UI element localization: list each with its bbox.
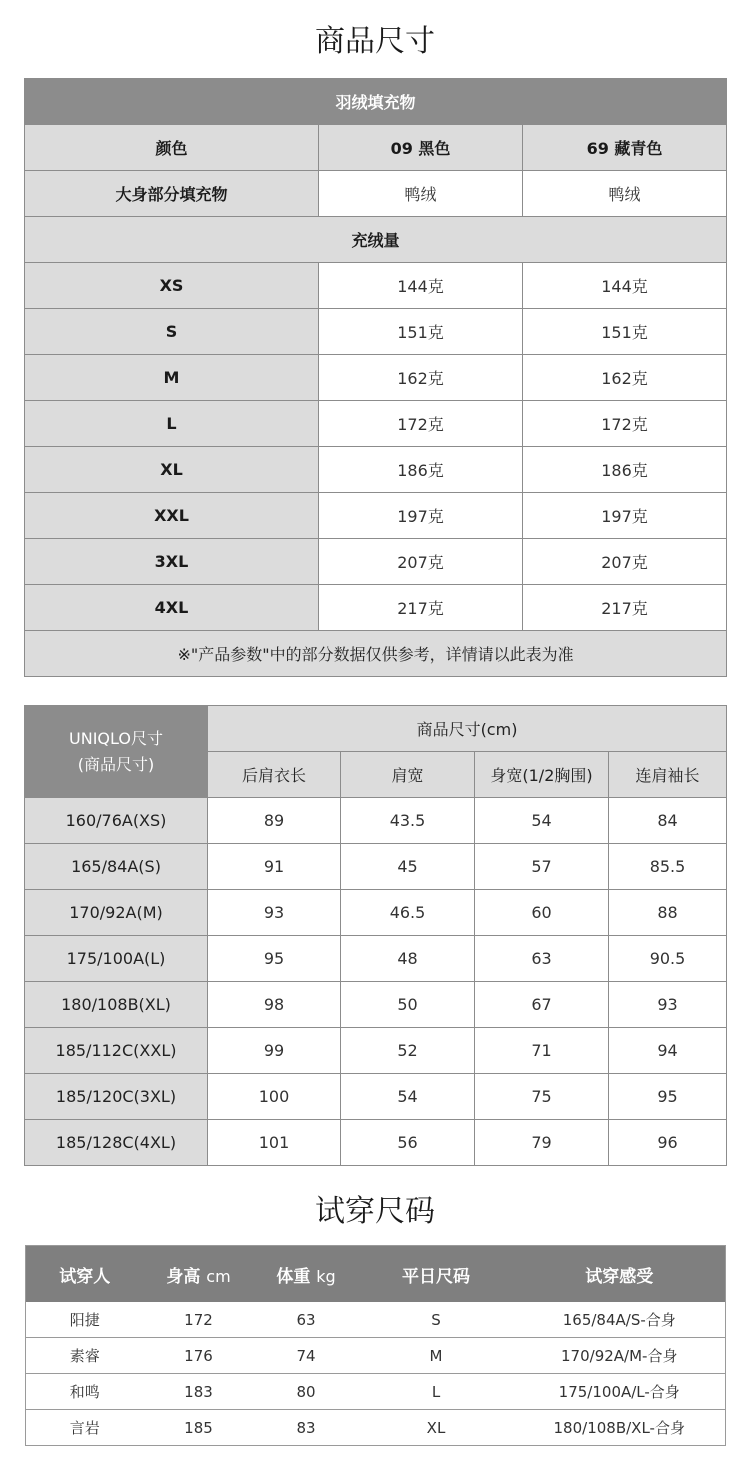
- fill-amount: 197克: [523, 493, 727, 539]
- table-row: [25, 493, 727, 539]
- table-cell: 90.5: [609, 936, 727, 982]
- fill-amount: 186克: [523, 447, 727, 493]
- header-height-label: 身高: [166, 1266, 201, 1287]
- fill-amount: 217克: [523, 585, 727, 631]
- table-row: [25, 844, 727, 890]
- size-label: 185/120C(3XL): [25, 1074, 208, 1120]
- try-on-title: 试穿尺码: [315, 1194, 435, 1229]
- table-cell: 67: [475, 982, 609, 1028]
- table-row: [25, 890, 727, 936]
- size-label: 185/128C(4XL): [25, 1120, 208, 1166]
- size-label: XS: [25, 263, 319, 309]
- size-label: 185/112C(XXL): [25, 1028, 208, 1074]
- size-label: S: [25, 309, 319, 355]
- header-usual-size: 平日尺码: [359, 1246, 514, 1303]
- size-label: XL: [25, 447, 319, 493]
- table-row: [26, 1338, 726, 1374]
- table-cell: 71: [475, 1028, 609, 1074]
- table-cell: 101: [208, 1120, 341, 1166]
- uniqlo-size-header-line1: UNIQLO尺寸: [69, 728, 163, 748]
- table-cell: 43.5: [341, 798, 475, 844]
- table-cell: 56: [341, 1120, 475, 1166]
- fill-amount: 172克: [319, 401, 523, 447]
- fill-amount: 197克: [319, 493, 523, 539]
- header-weight: [254, 1246, 359, 1303]
- table-cell: 60: [475, 890, 609, 936]
- table-cell: 48: [341, 936, 475, 982]
- section-header-down-filling: 羽绒填充物: [25, 79, 727, 125]
- table-cell: 52: [341, 1028, 475, 1074]
- size-label: L: [25, 401, 319, 447]
- fill-amount: 172克: [523, 401, 727, 447]
- header-weight-unit: kg: [316, 1266, 336, 1286]
- table-row: [25, 263, 727, 309]
- size-label: 175/100A(L): [25, 936, 208, 982]
- table-cell: 98: [208, 982, 341, 1028]
- table-cell: 89: [208, 798, 341, 844]
- fill-amount: 151克: [523, 309, 727, 355]
- uniqlo-size-header: [25, 706, 208, 798]
- tester-weight: 83: [254, 1410, 359, 1446]
- fill-amount: 207克: [523, 539, 727, 585]
- tester-usual-size: M: [359, 1338, 514, 1374]
- table-cell: 96: [609, 1120, 727, 1166]
- tester-height: 176: [144, 1338, 254, 1374]
- size-label: XXL: [25, 493, 319, 539]
- table-cell: 85.5: [609, 844, 727, 890]
- table-row: [25, 1028, 727, 1074]
- col-back-length: 后肩衣长: [208, 752, 341, 798]
- tester-feeling: 175/100A/L-合身: [514, 1374, 726, 1410]
- table-row: [25, 447, 727, 493]
- size-label: M: [25, 355, 319, 401]
- table-cell: 94: [609, 1028, 727, 1074]
- tester-weight: 80: [254, 1374, 359, 1410]
- table-cell: 63: [475, 936, 609, 982]
- measure-header: 商品尺寸(cm): [208, 706, 727, 752]
- filler-value: 鸭绒: [319, 171, 523, 217]
- uniqlo-size-header-line2: (商品尺寸): [77, 754, 155, 774]
- tester-feeling: 170/92A/M-合身: [514, 1338, 726, 1374]
- table-row: [25, 798, 727, 844]
- fill-amount: 186克: [319, 447, 523, 493]
- table-row: [25, 539, 727, 585]
- table-row: [25, 1074, 727, 1120]
- tester-name: 素睿: [26, 1338, 144, 1374]
- table-cell: 54: [475, 798, 609, 844]
- page-title: 商品尺寸: [315, 24, 435, 59]
- fill-amount: 217克: [319, 585, 523, 631]
- table-cell: 57: [475, 844, 609, 890]
- table-cell: 95: [609, 1074, 727, 1120]
- table-row: [25, 401, 727, 447]
- table-cell: 91: [208, 844, 341, 890]
- table-cell: 93: [208, 890, 341, 936]
- tester-name: 和鸣: [26, 1374, 144, 1410]
- tester-name: 言岩: [26, 1410, 144, 1446]
- table-cell: 95: [208, 936, 341, 982]
- tester-height: 172: [144, 1302, 254, 1338]
- fill-amount: 144克: [523, 263, 727, 309]
- col-body-width: 身宽(1/2胸围): [475, 752, 609, 798]
- filler-value: 鸭绒: [523, 171, 727, 217]
- size-label: 4XL: [25, 585, 319, 631]
- header-height-unit: cm: [206, 1266, 231, 1286]
- tester-weight: 74: [254, 1338, 359, 1374]
- table-row: [25, 982, 727, 1028]
- size-label: 180/108B(XL): [25, 982, 208, 1028]
- color-label: 颜色: [25, 125, 319, 171]
- table-cell: 99: [208, 1028, 341, 1074]
- size-label: 165/84A(S): [25, 844, 208, 890]
- table-cell: 79: [475, 1120, 609, 1166]
- table-cell: 75: [475, 1074, 609, 1120]
- tester-usual-size: S: [359, 1302, 514, 1338]
- header-weight-label: 体重: [276, 1266, 311, 1287]
- table-cell: 88: [609, 890, 727, 936]
- table-row: [26, 1374, 726, 1410]
- table-row: [25, 309, 727, 355]
- table-cell: 50: [341, 982, 475, 1028]
- tester-usual-size: L: [359, 1374, 514, 1410]
- fill-amount: 207克: [319, 539, 523, 585]
- fill-amount-header: 充绒量: [25, 217, 727, 263]
- tester-weight: 63: [254, 1302, 359, 1338]
- try-on-table: [25, 1245, 726, 1446]
- size-label: 160/76A(XS): [25, 798, 208, 844]
- table-row: [25, 1120, 727, 1166]
- fill-amount: 162克: [319, 355, 523, 401]
- table-cell: 46.5: [341, 890, 475, 936]
- tester-height: 183: [144, 1374, 254, 1410]
- table-cell: 54: [341, 1074, 475, 1120]
- tester-feeling: 180/108B/XL-合身: [514, 1410, 726, 1446]
- header-person: 试穿人: [26, 1246, 144, 1303]
- tester-usual-size: XL: [359, 1410, 514, 1446]
- table-cell: 100: [208, 1074, 341, 1120]
- down-filling-table: [24, 78, 727, 677]
- col-sleeve-length: 连肩袖长: [609, 752, 727, 798]
- tester-feeling: 165/84A/S-合身: [514, 1302, 726, 1338]
- tester-height: 185: [144, 1410, 254, 1446]
- table-cell: 93: [609, 982, 727, 1028]
- tester-name: 阳捷: [26, 1302, 144, 1338]
- table-row: [26, 1302, 726, 1338]
- size-chart-table: [24, 705, 727, 1166]
- table-row: [26, 1410, 726, 1446]
- table-cell: 45: [341, 844, 475, 890]
- reference-note: ※"产品参数"中的部分数据仅供参考，详情请以此表为准: [25, 631, 727, 677]
- color-black: 09 黑色: [319, 125, 523, 171]
- table-cell: 84: [609, 798, 727, 844]
- size-label: 170/92A(M): [25, 890, 208, 936]
- fill-amount: 144克: [319, 263, 523, 309]
- body-filler-label: 大身部分填充物: [25, 171, 319, 217]
- fill-amount: 151克: [319, 309, 523, 355]
- header-height: [144, 1246, 254, 1303]
- fill-amount: 162克: [523, 355, 727, 401]
- size-label: 3XL: [25, 539, 319, 585]
- table-row: [25, 936, 727, 982]
- color-navy: 69 藏青色: [523, 125, 727, 171]
- table-row: [25, 585, 727, 631]
- col-shoulder-width: 肩宽: [341, 752, 475, 798]
- table-row: [25, 355, 727, 401]
- header-feeling: 试穿感受: [514, 1246, 726, 1303]
